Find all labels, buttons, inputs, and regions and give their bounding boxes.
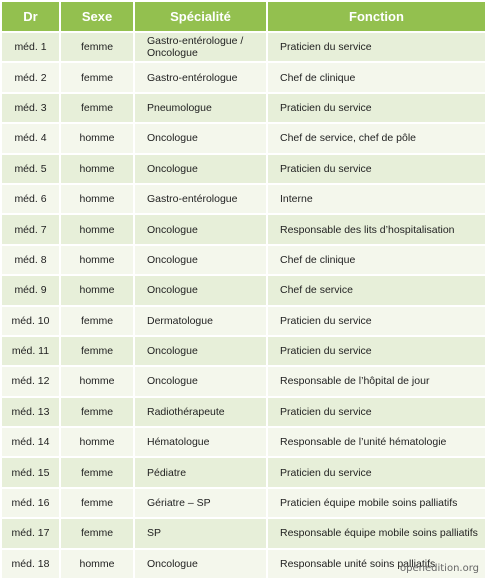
table-row [2, 366, 485, 396]
cell-dr: méd. 10 [2, 306, 60, 336]
cell-sexe: homme [60, 154, 134, 184]
table-row [2, 427, 485, 457]
cell-dr: méd. 2 [2, 62, 60, 92]
cell-fonction: Responsable des lits d’hospitalisation [267, 214, 485, 244]
cell-specialite: Dermatologue [134, 306, 267, 336]
cell-dr: méd. 9 [2, 275, 60, 305]
cell-dr: méd. 12 [2, 366, 60, 396]
cell-fonction: Praticien du service [267, 457, 485, 487]
table-row [2, 214, 485, 244]
cell-sexe: femme [60, 93, 134, 123]
cell-fonction: Praticien du service [267, 397, 485, 427]
table-row [2, 93, 485, 123]
table-row [2, 32, 485, 62]
cell-dr: méd. 6 [2, 184, 60, 214]
table-row [2, 275, 485, 305]
cell-dr: méd. 3 [2, 93, 60, 123]
cell-dr: méd. 1 [2, 32, 60, 62]
watermark: openedition.org [400, 563, 479, 574]
cell-specialite: SP [134, 518, 267, 548]
table-row [2, 154, 485, 184]
cell-dr: méd. 15 [2, 457, 60, 487]
cell-sexe: homme [60, 275, 134, 305]
cell-specialite: Oncologue [134, 214, 267, 244]
table-body [2, 32, 485, 578]
cell-fonction: Responsable de l’unité hématologie [267, 427, 485, 457]
cell-fonction: Chef de service, chef de pôle [267, 123, 485, 153]
cell-fonction: Chef de clinique [267, 62, 485, 92]
cell-specialite: Pneumologue [134, 93, 267, 123]
cell-sexe: femme [60, 457, 134, 487]
table-row [2, 306, 485, 336]
table-row [2, 245, 485, 275]
cell-dr: méd. 14 [2, 427, 60, 457]
cell-specialite: Oncologue [134, 336, 267, 366]
cell-dr: méd. 5 [2, 154, 60, 184]
header-dr: Dr [2, 2, 60, 32]
cell-specialite: Oncologue [134, 245, 267, 275]
cell-specialite: Gériatre – SP [134, 488, 267, 518]
table-row [2, 397, 485, 427]
cell-dr: méd. 16 [2, 488, 60, 518]
table-row [2, 518, 485, 548]
table-row [2, 457, 485, 487]
cell-specialite: Radiothérapeute [134, 397, 267, 427]
cell-sexe: femme [60, 62, 134, 92]
table-header-row [2, 2, 485, 32]
cell-fonction: Praticien du service [267, 336, 485, 366]
cell-sexe: homme [60, 214, 134, 244]
cell-sexe: femme [60, 518, 134, 548]
cell-sexe: homme [60, 123, 134, 153]
table-row [2, 123, 485, 153]
cell-specialite: Oncologue [134, 275, 267, 305]
table-row [2, 488, 485, 518]
cell-sexe: homme [60, 427, 134, 457]
cell-sexe: femme [60, 397, 134, 427]
cell-specialite: Hématologue [134, 427, 267, 457]
cell-specialite: Oncologue [134, 154, 267, 184]
cell-dr: méd. 13 [2, 397, 60, 427]
cell-sexe: femme [60, 336, 134, 366]
cell-fonction: Responsable équipe mobile soins palliatifs [267, 518, 485, 548]
cell-fonction: Interne [267, 184, 485, 214]
cell-fonction: Praticien du service [267, 93, 485, 123]
header-fonction: Fonction [267, 2, 485, 32]
cell-specialite: Gastro-entérologue [134, 184, 267, 214]
cell-sexe: homme [60, 366, 134, 396]
cell-specialite: Oncologue [134, 366, 267, 396]
cell-fonction: Responsable unité soins palliatifs [267, 549, 485, 578]
cell-specialite: Oncologue [134, 123, 267, 153]
cell-sexe: homme [60, 549, 134, 578]
header-specialite: Spécialité [134, 2, 267, 32]
table-row [2, 62, 485, 92]
cell-dr: méd. 8 [2, 245, 60, 275]
cell-dr: méd. 17 [2, 518, 60, 548]
cell-fonction: Chef de clinique [267, 245, 485, 275]
cell-fonction: Chef de service [267, 275, 485, 305]
cell-sexe: femme [60, 32, 134, 62]
cell-dr: méd. 4 [2, 123, 60, 153]
cell-dr: méd. 18 [2, 549, 60, 578]
header-sexe: Sexe [60, 2, 134, 32]
cell-fonction: Praticien du service [267, 306, 485, 336]
cell-dr: méd. 7 [2, 214, 60, 244]
cell-specialite: Gastro-entérologue [134, 62, 267, 92]
cell-specialite: Pédiatre [134, 457, 267, 487]
cell-sexe: homme [60, 184, 134, 214]
cell-sexe: femme [60, 306, 134, 336]
cell-fonction: Responsable de l’hôpital de jour [267, 366, 485, 396]
cell-fonction: Praticien équipe mobile soins palliatifs [267, 488, 485, 518]
cell-fonction: Praticien du service [267, 32, 485, 62]
cell-sexe: homme [60, 245, 134, 275]
table-row [2, 336, 485, 366]
table-row [2, 184, 485, 214]
cell-specialite: Gastro-entérologue / Oncologue [134, 32, 267, 62]
physicians-table [2, 2, 485, 578]
cell-specialite: Oncologue [134, 549, 267, 578]
cell-dr: méd. 11 [2, 336, 60, 366]
cell-fonction: Praticien du service [267, 154, 485, 184]
cell-sexe: femme [60, 488, 134, 518]
